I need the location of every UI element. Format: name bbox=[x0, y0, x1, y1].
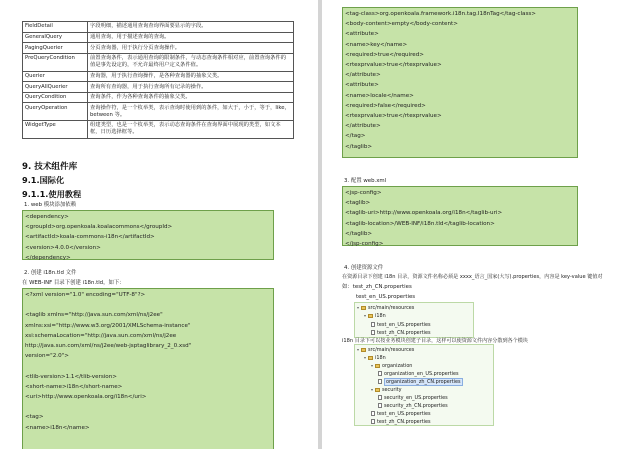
code-line: <taglib> bbox=[345, 200, 371, 207]
code-line: </tag> bbox=[345, 133, 366, 140]
code-line: <tlib-version>1.1</tlib-version> bbox=[25, 373, 117, 380]
code-line: </taglib> bbox=[345, 230, 373, 237]
code-line: <version>4.0.0</version> bbox=[25, 244, 101, 251]
description-cell: 查询所有查询器，用于执行查询所有记录的操作。 bbox=[88, 82, 294, 93]
tree-folder-item[interactable] bbox=[357, 362, 491, 370]
tree-file-item[interactable] bbox=[357, 378, 491, 386]
subsubsection-heading: 9.1.1.使用教程 bbox=[22, 189, 82, 199]
code-line: xsi:schemaLocation="http://java.sun.com/xml/ns/j2ee bbox=[25, 332, 177, 339]
tree-item-label: test_en_US.properties bbox=[377, 411, 431, 417]
code-line: <attribute> bbox=[345, 82, 379, 89]
file-icon bbox=[371, 419, 375, 424]
code-line: <required>false</required> bbox=[345, 102, 426, 109]
tree-item-label: security_zh_CN.properties bbox=[384, 403, 448, 409]
tree-item-label: test_zh_CN.properties bbox=[377, 419, 431, 425]
code-line: </jsp-config> bbox=[345, 241, 384, 248]
table-row bbox=[23, 71, 294, 82]
folder-icon bbox=[368, 356, 373, 360]
code-line: </attribute> bbox=[345, 72, 381, 79]
step-3-text: 3. 配置 web.xml bbox=[344, 178, 387, 184]
code-line: <required>true</required> bbox=[345, 51, 424, 58]
tree-file-item[interactable] bbox=[357, 321, 471, 329]
folder-icon bbox=[361, 306, 366, 310]
tree-folder-item[interactable] bbox=[357, 346, 491, 354]
code-line bbox=[25, 361, 271, 371]
code-line: <rtexprvalue>true</rtexprvalue> bbox=[345, 113, 442, 120]
file-icon bbox=[371, 330, 375, 335]
tree-file-item[interactable] bbox=[357, 418, 491, 426]
tree-folder-item[interactable] bbox=[357, 386, 491, 394]
code-block-tld bbox=[22, 288, 274, 449]
step-4-example-1: 如：test_zh_CN.properties bbox=[342, 284, 412, 290]
code-line: <taglib xmlns="http://java.sun.com/xml/ns/j2ee" bbox=[25, 312, 163, 319]
file-icon bbox=[378, 379, 382, 384]
code-line: <?xml version="1.0" encoding="UTF-8"?> bbox=[25, 292, 146, 298]
table-row bbox=[23, 22, 294, 33]
step-2-text: 2. 创建 i18n.tld 文件 bbox=[24, 270, 77, 276]
code-line: version="2.0"> bbox=[25, 353, 69, 360]
tree-file-item[interactable] bbox=[357, 329, 471, 337]
file-icon bbox=[378, 403, 382, 408]
tree-item-label: organization bbox=[382, 363, 413, 369]
code-line: <jsp-config> bbox=[345, 190, 382, 196]
tree-item-label: test_zh_CN.properties bbox=[377, 330, 431, 337]
expand-toggle-icon[interactable]: ▾ bbox=[357, 347, 360, 352]
resource-tree-basic bbox=[354, 302, 474, 338]
expand-toggle-icon[interactable]: ▾ bbox=[371, 387, 374, 392]
folder-icon bbox=[375, 388, 380, 392]
tree-item-label: test_en_US.properties bbox=[377, 321, 431, 328]
code-block-tld-continued bbox=[342, 7, 578, 158]
class-name-cell: QueryCondition bbox=[23, 92, 88, 103]
code-line: <tag> bbox=[25, 414, 44, 421]
code-line: </taglib> bbox=[345, 143, 373, 150]
step-4-description: 在资源目录下创建 i18n 目录，资源文件名称必须是 xxxx_语言_国家(大写).properties，内容是 key-value 键值对 bbox=[342, 274, 603, 280]
code-line: <body-content>empty</body-content> bbox=[345, 21, 458, 28]
tree-folder-item[interactable] bbox=[357, 312, 471, 320]
description-cell: 组建类型，也是一个枚举类，表示动态查询条件在查询界面中展现的类型，如文本框，日历选择框等。 bbox=[88, 121, 294, 139]
code-line: </dependency> bbox=[25, 254, 71, 261]
description-cell: 分页查询器，用于执行分页查询操作。 bbox=[88, 43, 294, 54]
folder-icon bbox=[368, 314, 373, 318]
tree-item-label: i18n bbox=[375, 355, 386, 361]
step-4-example-2: test_en_US.properties bbox=[356, 294, 416, 300]
code-line: <taglib-uri>http://www.openkoala.org/i18n</taglib-uri> bbox=[345, 210, 503, 217]
left-page bbox=[0, 0, 318, 449]
code-line: <name>key</name> bbox=[345, 41, 408, 48]
code-line: <attribute> bbox=[345, 31, 379, 38]
tree-folder-item[interactable] bbox=[357, 304, 471, 312]
table-row bbox=[23, 103, 294, 121]
code-line: <short-name>i18n</short-name> bbox=[25, 383, 123, 390]
description-cell: 查询器，用于执行查询操作，是各种查询器的抽象父类。 bbox=[88, 71, 294, 82]
subsection-heading: 9.1.国际化 bbox=[22, 175, 65, 185]
tree-item-label: security_en_US.properties bbox=[384, 395, 448, 401]
tree-folder-item[interactable] bbox=[357, 354, 491, 362]
code-block-webxml bbox=[342, 186, 578, 246]
code-line: <dependency> bbox=[25, 214, 69, 220]
class-name-cell: WidgetType bbox=[23, 121, 88, 139]
table-row bbox=[23, 92, 294, 103]
code-line: http://java.sun.com/xml/ns/j2ee/web-jsptaglibrary_2_0.xsd" bbox=[25, 343, 192, 350]
step-2-subtext: 在 WEB-INF 目录下创建 i18n.tld，如下： bbox=[22, 280, 125, 286]
file-icon bbox=[371, 411, 375, 416]
expand-toggle-icon[interactable]: ▾ bbox=[364, 355, 367, 360]
table-row bbox=[23, 43, 294, 54]
table-row bbox=[23, 53, 294, 71]
file-icon bbox=[378, 395, 382, 400]
step-4-note: i18n 目录下可以按业务模块创建子目录，这样可以使资源文件内容分散到各个模块 bbox=[342, 338, 528, 344]
code-line bbox=[25, 300, 271, 310]
tree-item-label: src/main/resources bbox=[368, 305, 415, 311]
table-row bbox=[23, 32, 294, 43]
tree-file-item[interactable] bbox=[357, 370, 491, 378]
code-line: </attribute> bbox=[345, 123, 381, 130]
class-name-cell: PreQueryCondition bbox=[23, 53, 88, 71]
code-line: <rtexprvalue>true</rtexprvalue> bbox=[345, 62, 442, 69]
file-icon bbox=[371, 322, 375, 327]
step-4-text: 4. 创建资源文件 bbox=[344, 265, 384, 271]
code-line: xmlns:xsi="http://www.w3.org/2001/XMLSchema-instance" bbox=[25, 322, 191, 329]
section-heading: 9. 技术组件库 bbox=[22, 162, 78, 172]
code-line: <uri>http://www.openkoala.org/i18n</uri> bbox=[25, 394, 147, 401]
resource-tree-modules bbox=[354, 344, 494, 426]
class-name-cell: QueryOperation bbox=[23, 103, 88, 121]
tree-file-item[interactable] bbox=[357, 402, 491, 410]
class-definition-table bbox=[22, 21, 294, 139]
expand-toggle-icon[interactable]: ▾ bbox=[364, 313, 367, 319]
description-cell: 前置查询条件，表示通用查询的限制条件，与动态查询条件相对应，前置查询条件的值是事先设定的，不允许最终用户定义条件值。 bbox=[88, 53, 294, 71]
folder-icon bbox=[375, 364, 380, 368]
folder-icon bbox=[361, 348, 366, 352]
code-line: <groupId>org.openkoala.koalacommons</groupId> bbox=[25, 224, 173, 231]
tree-item-label: organization_zh_CN.properties bbox=[386, 379, 461, 385]
code-line: <tag-class>org.openkoala.framework.i18n.tag.I18nTag</tag-class> bbox=[345, 11, 536, 17]
class-name-cell: QueryAllQuerier bbox=[23, 82, 88, 93]
expand-toggle-icon[interactable]: ▾ bbox=[371, 363, 374, 368]
tree-item-label: organization_en_US.properties bbox=[384, 371, 459, 377]
code-line: <taglib-location>/WEB-INF/i18n.tld</taglib-location> bbox=[345, 220, 495, 227]
description-cell: 查询条件，作为各种查询条件的抽象父类。 bbox=[88, 92, 294, 103]
code-line bbox=[25, 402, 271, 412]
code-block-dependency bbox=[22, 210, 274, 260]
description-cell: 字段明细，描述通用查询查询界面要显示的字段。 bbox=[88, 22, 294, 33]
code-line: <name>i18n</name> bbox=[25, 424, 90, 431]
code-line: <name>locale</name> bbox=[345, 92, 414, 99]
code-line: <artifactId>koala-commons-i18n</artifactId> bbox=[25, 234, 155, 241]
description-cell: 通用查询，用于描述查询的查询。 bbox=[88, 32, 294, 43]
class-name-cell: Querier bbox=[23, 71, 88, 82]
description-cell: 查询操作符，是一个枚举类，表示查询时使用到的条件，如大于，小于，等于，like，between 等。 bbox=[88, 103, 294, 121]
table-row bbox=[23, 82, 294, 93]
class-name-cell: FieldDetail bbox=[23, 22, 88, 33]
tree-item-label: security bbox=[382, 387, 402, 393]
tree-item-label: i18n bbox=[375, 313, 386, 320]
expand-toggle-icon[interactable]: ▾ bbox=[357, 305, 360, 310]
file-icon bbox=[378, 371, 382, 376]
tree-item-label: src/main/resources bbox=[368, 347, 415, 353]
tree-file-item[interactable] bbox=[357, 394, 491, 402]
table-row bbox=[23, 121, 294, 139]
step-1-text: 1. web 模块添加依赖 bbox=[24, 202, 77, 208]
class-name-cell: PagingQuerier bbox=[23, 43, 88, 54]
class-name-cell: GeneralQuery bbox=[23, 32, 88, 43]
right-page bbox=[322, 0, 640, 449]
tree-file-item[interactable] bbox=[357, 410, 491, 418]
